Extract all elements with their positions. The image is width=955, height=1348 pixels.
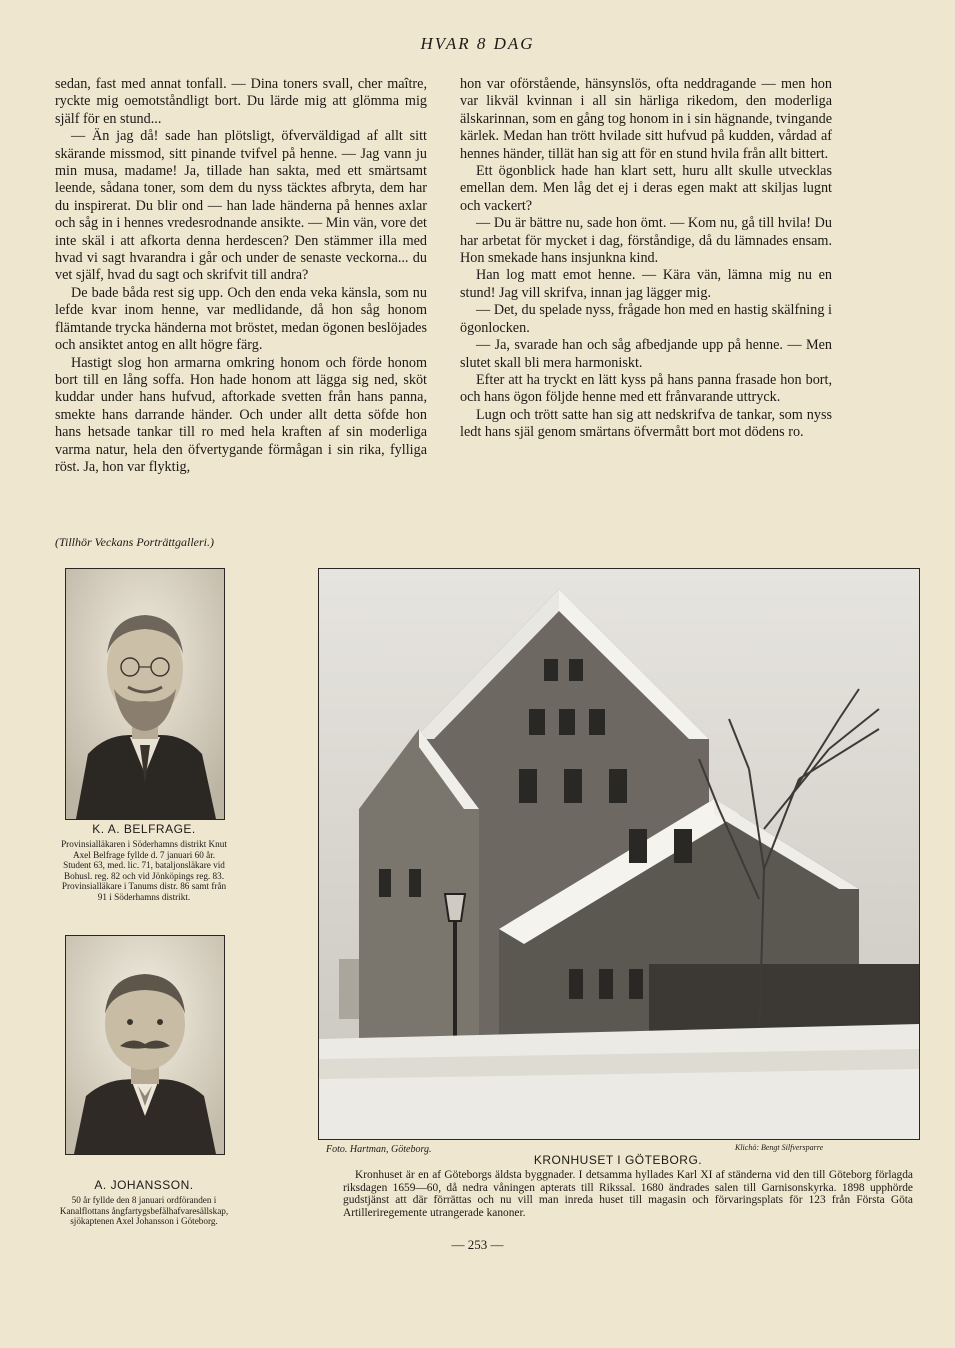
photo-credit: Foto. Hartman, Göteborg. [326,1144,432,1155]
portrait-gallery-credit: (Tillhör Veckans Porträttgalleri.) [55,535,214,549]
portrait-name-johansson: A. JOHANSSON. [94,1178,194,1192]
text-column-left [55,76,427,476]
paragraph: Ett ögonblick hade han klart sett, huru allt skulle utvecklas emellan dem. Men låg det ej i deras egen makt att skiljas lugnt och vackert? [460,163,832,214]
portrait-photo-belfrage [65,568,225,820]
paragraph: Lugn och trött satte han sig att nedskrifva de tankar, som nyss ledt hans själ genom smärtans öfvermått bort mot dödens ro. [460,406,832,441]
portrait-photo-johansson [65,935,225,1155]
paragraph: hon var oförstående, hänsynslös, ofta neddragande — men hon var likväl kvinnan i all sin härliga rikedom, den moderliga älskarinnan, som en gång tog honom in i sin hägnande, tvingande kärlek. Medan han trött hvilade sitt hufvud på kudden, vårdad af hennes händer, tillät han sig att för en stund hvila från allt bittert. [460,76,832,162]
paragraph: — Än jag då! sade han plötsligt, öfverväldigad af allt sitt skärande missmod, sitt pinande tvifvel på henne. — Jag vann ju min musa, madame! Ja, tillade han sakta, med ett smärtsamt leende, sådana toner, som dem du nyss täcktes afbryta, dem har du inspirerat. Du blir ond — han lade händerna på hennes axlar och såg in i hennes vredesrodnande ansikte. — Min vän, vore det inte skäl i att afkorta denna herdescen? Den stämmer illa med hvad vi sagt hvarandra i går och under de senaste veckorna... du vet själf, hvad du sagt och skrifvit till andra? [55,128,427,284]
paragraph: sedan, fast med annat tonfall. — Dina toners svall, cher maître, ryckte mig oemotståndligt bort. Du lärde mig att glömma mig själf för en stund... [55,76,427,127]
paragraph: — Ja, svarade han och såg afbedjande upp på henne. — Men slutet skall bli mera harmoniskt. [460,337,832,371]
paragraph: — Det, du spelade nyss, frågade hon med en hastig skälfning i ögonlocken. [460,302,832,336]
kronhuset-photo [318,568,920,1140]
paragraph: Han log matt emot henne. — Kära vän, lämna mig nu en stund! Jag vill skrifva, innan jag lägger mig. [460,267,832,301]
page-number: — 253 — [451,1237,504,1252]
paragraph: — Du är bättre nu, sade hon ömt. — Kom nu, gå till hvila! Du har arbetat för mycket i dag, förståndige, då du lämnades ensam. Hon smekade hans insjunkna kind. [460,215,832,267]
paragraph: De bade båda rest sig upp. Och den enda veka känsla, som nu lefde kvar inom henne, var medlidande, då hon såg honom flämtande trycka händerna mot bröstet, medan ögonen beslöjades och ansiktet antog en allt högre färg. [55,284,427,354]
text-column-right [460,76,832,442]
portrait-caption-belfrage: Provinsialläkaren i Söderhamns distrikt Knut Axel Belfrage fyllde d. 7 januari 60 år. Student 63, med. lic. 71, bataljonsläkare vid Bohusl. reg. 82 och vid Jönköpings reg. 83. Provinsialläkare i Tanums distr. 86 samt från 91 i Söderhamns distrikt. [61,839,227,902]
portrait-name-belfrage: K. A. BELFRAGE. [92,822,196,836]
paragraph: Hastigt slog hon armarna omkring honom och förde honom bort till en lång soffa. Hon hade honom att lägga sig ned, sköt kuddar under hans hufvud, aftorkade svetten från hans panna, smekte hans darrande händer. Och under allt detta söfde hon hans hetsade tankar till ro med hela kraften af sin moderliga varma natur, hela den öfvertygande förmågan i sin rika, fylliga röst. Ja, hon var flyktig, [55,354,427,475]
photo-description: Kronhuset är en af Göteborgs äldsta byggnader. I detsamma hyllades Karl XI af ständerna vid den till Göteborg förlagda riksdagen 1659—60, då nedra våningen apterats till Rikssal. 1680 ändrades salen till Garnisonskyrka. 1898 upphörde gudstjänst att där förrättas och nu vill man inreda huset till magasin och förvaringsplats för 123 från Första Göta Artilleriregemente utrangerade kanoner. [343,1169,913,1219]
running-header: HVAR 8 DAG [420,34,535,53]
engraving-credit: Klichö: Bengt Silfversparre [735,1143,824,1152]
photo-title: KRONHUSET I GÖTEBORG. [533,1153,703,1167]
paragraph: Efter att ha tryckt en lätt kyss på hans panna frasade hon bort, och hans ögon följde henne med ett frånvarande uttryck. [460,371,832,406]
portrait-caption-johansson: 50 år fyllde den 8 januari ordföranden i Kanalflottans ångfartygsbefälhafvaresällskap, sjökaptenen Axel Johansson i Göteborg. [59,1195,229,1227]
